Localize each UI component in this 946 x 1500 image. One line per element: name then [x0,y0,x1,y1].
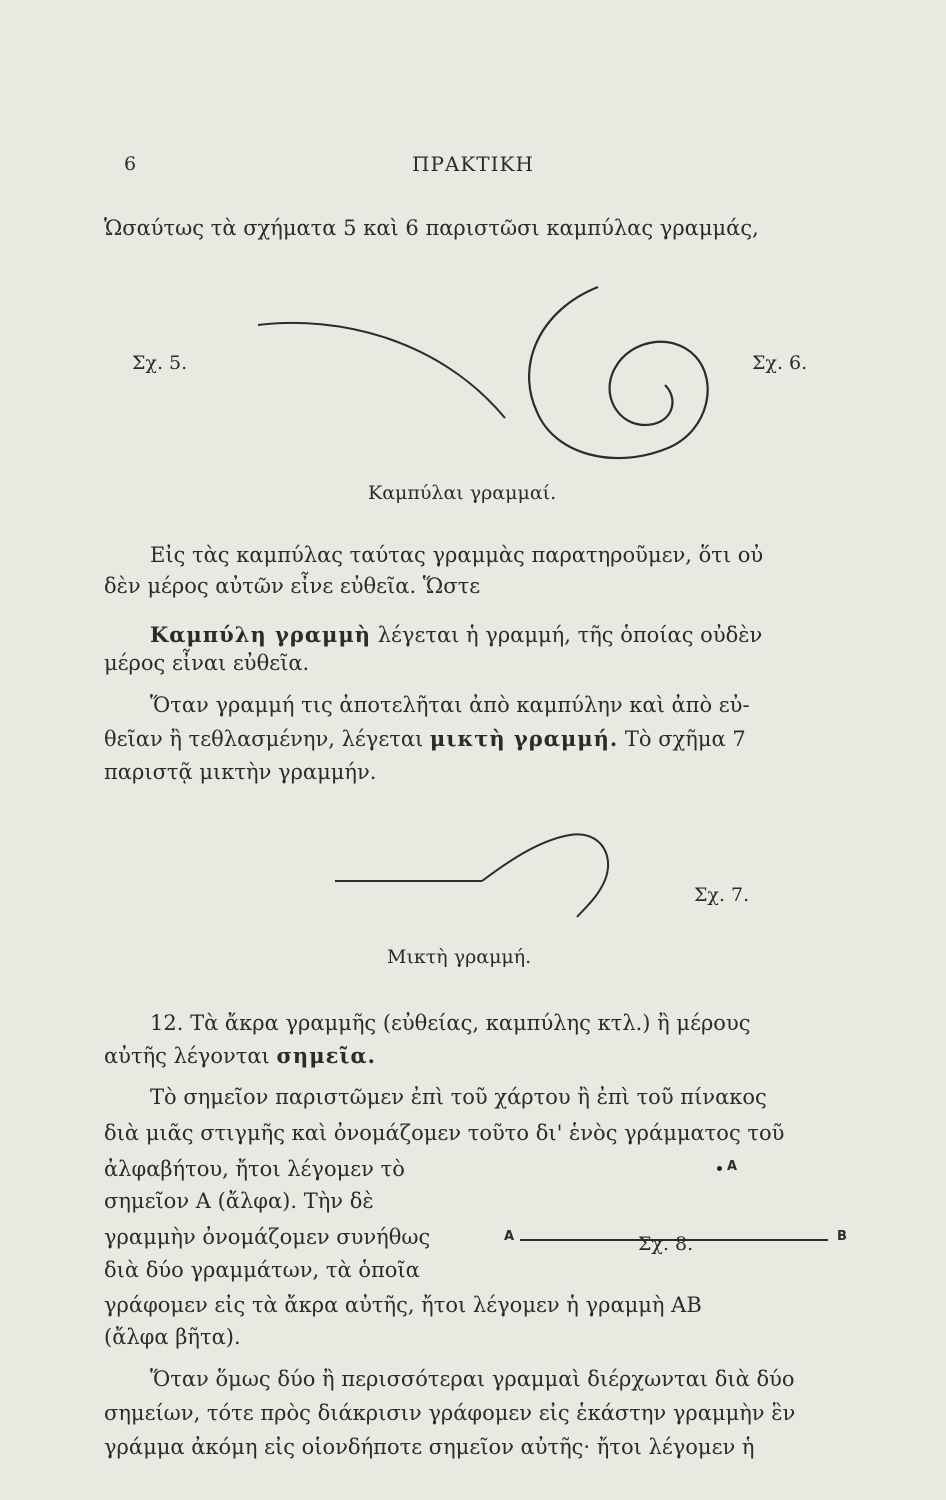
definition1-line2: μέρος εἶναι εὐθεῖα. [104,651,310,675]
para3-line2-a: αὐτῆς λέγονται [104,1044,277,1068]
fig8-point-dot [717,1166,722,1171]
fig8-label: Σχ. 8. [638,1233,694,1255]
para1-line2: δὲν μέρος αὐτῶν εἶνε εὐθεῖα. Ὥστε [104,574,481,598]
para4-line1: Τὸ σημεῖον παριστῶμεν ἐπὶ τοῦ χάρτου ἢ ἐπὶ τοῦ πίνακος [150,1085,767,1109]
para4-line2: διὰ μιᾶς στιγμῆς καὶ ὀνομάζομεν τοῦτο δι' ἑνὸς γράμματος τοῦ [104,1121,785,1145]
para2-line2-b: Τὸ σχῆμα 7 [618,727,746,751]
fig8-line-end: Β [837,1229,847,1244]
para2-term: μικτὴ γραμμή. [429,726,619,751]
fig5-curve [258,323,505,418]
intro-line: Ὡσαύτως τὰ σχήματα 5 καὶ 6 παριστῶσι καμπύλας γραμμάς, [104,216,759,240]
para4-line8: (ἄλφα βῆτα). [104,1325,241,1349]
para4-line5: γραμμὴν ὀνομάζομεν συνήθως [104,1225,431,1249]
curve-figures-5-6 [0,0,946,500]
para4-line4: σημεῖον Α (ἄλφα). Τὴν δὲ [104,1189,374,1213]
mixed-line-figure-7 [0,800,946,930]
running-title: ΠΡΑΚΤΙΚΗ [412,152,534,176]
para2-line3: παριστᾷ μικτὴν γραμμήν. [104,760,377,784]
para3-line1: 12. Τὰ ἄκρα γραμμῆς (εὐθείας, καμπύλης κτλ.) ἢ μέρους [150,1011,751,1035]
fig7-caption: Μικτὴ γραμμή. [387,946,532,968]
fig8-point-label: Α [727,1159,738,1174]
definition1-term: Καμπύλη γραμμὴ [150,622,372,647]
fig8-line-start: Α [504,1229,515,1244]
para1-line1-text: Εἰς τὰς καμπύλας ταύτας γραμμὰς παρατηροῦμεν, ὅτι οὐ [150,543,764,567]
para2-line2-a: θεῖαν ἢ τεθλασμένην, λέγεται [104,727,430,751]
para4-line3: ἀλφαβήτου, ἤτοι λέγομεν τὸ [104,1157,405,1181]
para3-term: σημεῖα. [276,1043,376,1068]
fig7-label: Σχ. 7. [694,884,750,906]
para3-line2 [104,1043,866,1068]
fig7-curve [482,834,608,917]
definition1-rest: λέγεται ἡ γραμμή, τῆς ὁποίας οὐδὲν [371,623,763,647]
para4-line7: γράφομεν εἰς τὰ ἄκρα αὐτῆς, ἤτοι λέγομεν ἡ γραμμὴ ΑΒ [104,1293,702,1317]
fig5-label: Σχ. 5. [132,352,188,374]
para5-line2: σημείων, τότε πρὸς διάκρισιν γράφομεν εἰς ἑκάστην γραμμὴν ἓν [104,1401,796,1425]
page-number: 6 [124,153,137,175]
para5-line3: γράμμα ἀκόμη εἰς οἱονδήποτε σημεῖον αὐτῆς· ἤτοι λέγομεν ἡ [104,1435,755,1459]
fig6-label: Σχ. 6. [752,352,808,374]
para2-line1: Ὅταν γραμμή τις ἀποτελῆται ἀπὸ καμπύλην καὶ ἀπὸ εὐ- [150,693,750,717]
definition1-line1 [150,622,866,647]
fig6-spiral [529,287,708,458]
para1-line1 [150,543,866,567]
para4-line6: διὰ δύο γραμμάτων, τὰ ὁποῖα [104,1258,420,1282]
fig56-caption: Καμπύλαι γραμμαί. [368,482,557,504]
para5-line1: Ὅταν ὅμως δύο ἢ περισσότεραι γραμμαὶ διέρχωνται διὰ δύο [150,1367,795,1391]
para2-line2 [104,726,866,751]
